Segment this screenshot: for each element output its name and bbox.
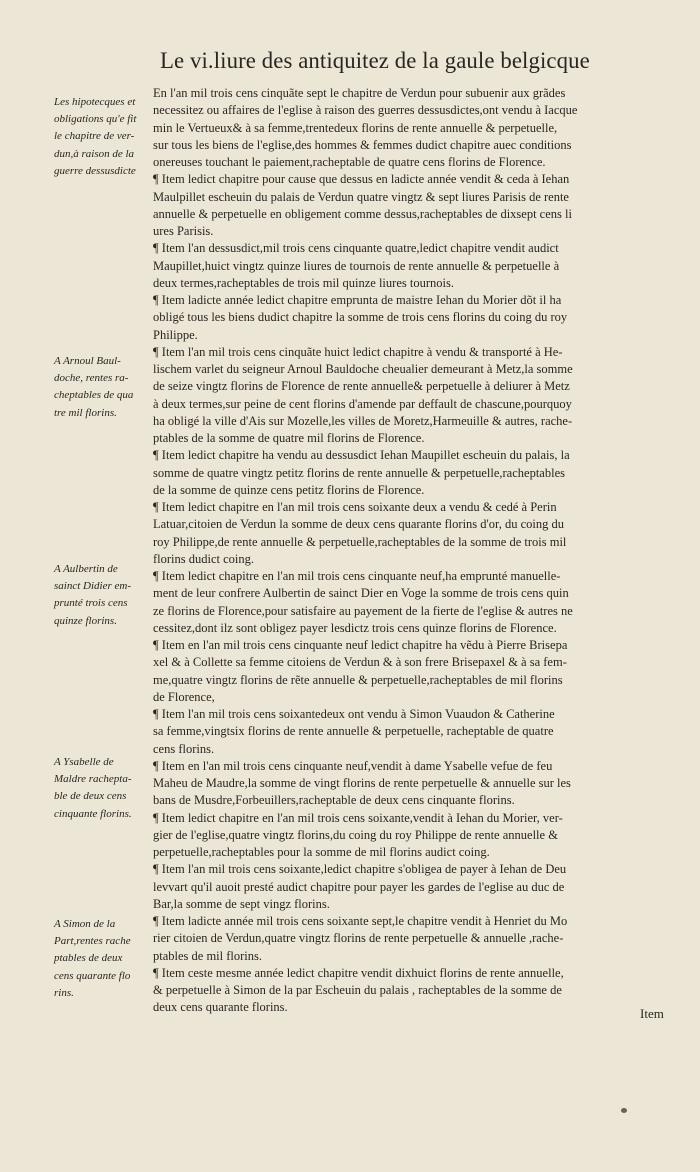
text-line: ¶ Item l'an dessusdict,mil trois cens cinquante quatre,ledict chapitre vendit audict — [153, 241, 559, 256]
text-line: ¶ Item l'an mil trois cens soixantedeux ont vendu à Simon Vuaudon & Catherine — [153, 707, 555, 721]
text-line: levvart qu'il auoit presté audict chapitre pour payer les gardes de l'eglise au duc de — [153, 879, 565, 894]
text-line: sur tous les biens de l'eglise,des hommes & femmes dudict chapitre auec conditions — [153, 137, 572, 152]
margin-note-line: quinze florins. — [54, 614, 117, 627]
text-line: roy Philippe,de rente annuelle & perpetuelle,racheptables de la somme de trois mil — [153, 534, 567, 549]
text-line: xel & à Collette sa femme citoiens de Verdun & à son frere Brisepaxel & à sa fem- — [153, 655, 567, 670]
text-line: gier de l'eglise,quatre vingtz florins,du coing du roy Philippe de rente annuelle & — [153, 827, 558, 842]
text-line: ¶ Item ladicte année ledict chapitre emprunta de maistre Iehan du Morier dõt il ha — [153, 293, 562, 307]
text-line: ¶ Item ceste mesme année ledict chapitre vendit dixhuict florins de rente annuelle, — [153, 965, 564, 980]
text-line: cessitez,dont ilz sont obligez payer lesdictz trois cens quinze florins de Florence. — [153, 620, 557, 635]
text-line: Maupillet,huict vingtz quinze liures de tournois de rente annuelle & perpetuelle à — [153, 258, 560, 273]
text-line: de seize vingtz florins de Florence de rente annuelle& perpetuelle à deliurer à Metz — [153, 379, 570, 394]
margin-note-line: Maldre rachepta- — [54, 773, 132, 786]
text-line: cens florins. — [153, 741, 215, 756]
text-line: ¶ Item ledict chapitre en l'an mil trois cens soixante deux a vendu & cedé à Perin — [153, 500, 557, 514]
text-line: de Florence, — [153, 689, 215, 704]
margin-note-simon — [54, 916, 150, 1002]
text-line: & perpetuelle à Simon de la par Escheuin du palais , racheptables de la somme de — [153, 983, 562, 997]
text-line: annuelle & perpetuelle en obligement comme dessus,racheptables de dixsept cens li — [153, 206, 572, 221]
text-line: sa femme,vingtsix florins de rente annuelle & perpetuelle, racheptable de quatre — [153, 724, 554, 739]
text-line: ptables de la somme de quatre mil florins de Florence. — [153, 431, 425, 445]
margin-note-line: ptables de deux — [54, 952, 123, 965]
text-line: onereuses touchant le paiement,racheptable de quatre cens florins de Florence. — [153, 155, 546, 169]
text-line: Maheu de Maudre,la somme de vingt florins de rente perpetuelle & annuelle sur les — [153, 776, 571, 790]
text-line: lischem varlet du seigneur Arnoul Bauldoche cheualier demeurant à Metz,la somme — [153, 362, 573, 376]
margin-note-line: A Ysabelle de — [54, 756, 114, 768]
text-line: somme de quatre vingtz petitz florins de rente annuelle & perpetuelle,racheptables — [153, 465, 565, 480]
catchword: Item — [640, 1006, 664, 1021]
text-line: ha obligé la ville d'Ais sur Mozelle,les villes de Moretz,Harmeuille & autres, rache- — [153, 413, 573, 428]
margin-note-arnoul — [54, 353, 150, 422]
margin-note-line: cens quarante flo — [54, 969, 131, 982]
text-line: à deux termes,sur peine de cent florins d'amende par deffault de chascune,pourquoy — [153, 396, 572, 411]
text-line: min le Vertueux& à sa femme,trentedeux florins de rente annuelle & perpetuelle, — [153, 120, 558, 135]
text-line: ¶ Item en l'an mil trois cens cinquante neuf,vendit à dame Ysabelle vefue de feu — [153, 758, 553, 773]
text-line: En l'an mil trois cens cinquãte sept le chapitre de Verdun pour subuenir aux grãdes — [153, 86, 566, 100]
text-line: ¶ Item ledict chapitre pour cause que dessus en ladicte année vendit & ceda à Iehan — [153, 172, 570, 187]
margin-note-line: dun,à raison de la — [54, 147, 135, 160]
text-line: ¶ Item l'an mil trois cens soixante,ledict chapitre s'obligea de payer à Iehan de Deu — [153, 862, 567, 877]
text-line: florins dudict coing. — [153, 551, 255, 566]
margin-note-line: cinquante florins. — [54, 807, 132, 820]
text-line: necessitez ou affaires de l'eglise à raison des guerres dessusdictes,ont vendu à Iacque — [153, 103, 578, 118]
margin-note-line: doche, rentes ra- — [54, 372, 129, 385]
text-line: ze florins de Florence,pour satisfaire au payement de la fierte de l'eglise & autres ne — [153, 603, 573, 618]
text-line: Philippe. — [153, 327, 198, 342]
margin-note-line: le chapitre de ver- — [54, 130, 135, 143]
margin-note-line: tre mil florins. — [54, 406, 117, 419]
margin-note-line: sainct Didier em- — [54, 580, 131, 593]
text-line: Maulpillet escheuin du palais de Verdun quatre vingtz & sept liures Parisis de rente — [153, 189, 569, 204]
text-line: deux termes,racheptables de trois mil quinze liures tournois. — [153, 275, 454, 290]
margin-note-line: guerre dessusdicte — [54, 164, 136, 177]
text-line: ¶ Item l'an mil trois cens cinquãte huict ledict chapitre à vendu & transporté à He- — [153, 344, 563, 359]
text-line: de la somme de quinze cens petitz florins de Florence. — [153, 482, 425, 497]
text-line: ptables de mil florins. — [153, 948, 263, 963]
margin-note-line: cheptables de qua — [54, 389, 134, 402]
margin-note-aulbertin — [54, 561, 150, 630]
text-line: ¶ Item en l'an mil trois cens cinquante neuf ledict chapitre ha vẽdu à Pierre Brisepa — [153, 638, 568, 652]
body-text — [153, 85, 673, 1017]
text-line: ¶ Item ledict chapitre en l'an mil trois cens cinquante neuf,ha emprunté manuelle- — [153, 569, 561, 583]
text-line: Bar,la somme de sept vingz florins. — [153, 896, 330, 911]
text-line: ment de leur confrere Aulbertin de sainct Dier en Voge la somme de trois cens quin — [153, 586, 569, 601]
margin-note-line: ble de deux cens — [54, 790, 127, 803]
margin-note-line: Les hipotecques et — [54, 96, 136, 108]
text-line: ures Parisis. — [153, 224, 214, 238]
text-line: obligé tous les biens dudict chapitre la somme de trois cens florins du coing du roy — [153, 310, 568, 325]
text-line: Latuar,citoien de Verdun la somme de deux cens quarante florins d'or, du coing du — [153, 517, 564, 532]
margin-note-line: rins. — [54, 986, 74, 999]
running-header: Le vi.liure des antiquitez de la gaule belgicque — [160, 48, 590, 73]
ink-speck — [621, 1108, 627, 1113]
text-line: rier citoien de Verdun,quatre vingtz florins de rente perpetuelle & annuelle ,rache- — [153, 931, 564, 946]
text-line: ¶ Item ledict chapitre ha vendu au dessusdict Iehan Maupillet escheuin du palais, la — [153, 448, 570, 463]
text-line: ¶ Item ladicte année mil trois cens soixante sept,le chapitre vendit à Henriet du Mo — [153, 914, 568, 928]
margin-note-line: Part,rentes rache — [54, 935, 131, 948]
margin-note-line: prunté trois cens — [54, 597, 128, 610]
margin-note-line: A Simon de la — [54, 918, 116, 930]
margin-note-line: A Aulbertin de — [54, 563, 118, 575]
text-line: bans de Musdre,Forbeuillers,racheptable de deux cens cinquante florins. — [153, 793, 515, 808]
text-line: deux cens quarante florins. — [153, 1000, 288, 1015]
margin-note-hypothecs — [54, 94, 150, 180]
margin-note-ysabelle — [54, 754, 150, 823]
text-line: me,quatre vingtz florins de rẽte annuelle & perpetuelle,racheptables de mil florins — [153, 672, 563, 687]
margin-note-line: A Arnoul Baul- — [54, 355, 121, 367]
margin-note-line: obligations qu'e fit — [54, 113, 137, 126]
text-line: perpetuelle,racheptables pour la somme de mil florins audict coing. — [153, 845, 490, 859]
text-line: ¶ Item ledict chapitre en l'an mil trois cens soixante,vendit à Iehan du Morier, ver- — [153, 810, 563, 825]
